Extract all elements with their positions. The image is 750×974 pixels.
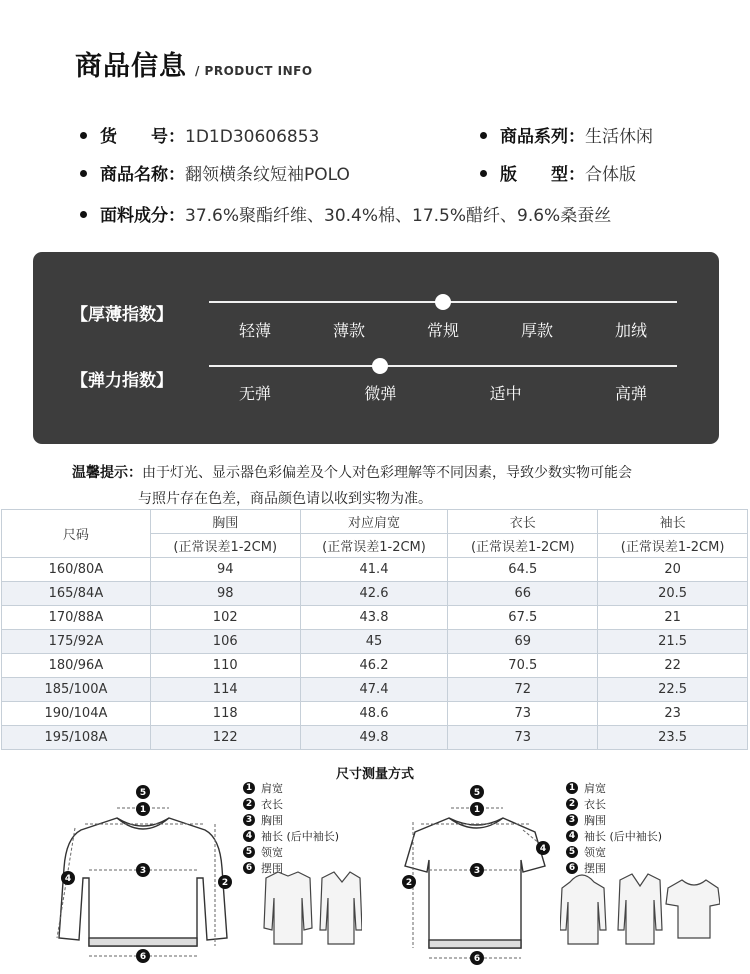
table-cell: 102	[150, 606, 300, 630]
tolerance-cell: (正常误差1-2CM)	[448, 534, 598, 558]
series-value: 生活休闲	[585, 127, 653, 147]
table-cell: 49.8	[300, 726, 448, 750]
legend-text: 衣长	[261, 798, 283, 811]
header-size: 尺码	[2, 510, 151, 558]
svg-text:2: 2	[221, 878, 229, 888]
table-cell: 185/100A	[2, 678, 151, 702]
section-title: 商品信息	[75, 51, 187, 82]
notice-line-2: 与照片存在色差，商品颜色请以收到实物为准。	[138, 491, 432, 507]
table-cell: 170/88A	[2, 606, 151, 630]
table-cell: 165/84A	[2, 582, 151, 606]
table-cell: 22	[598, 654, 748, 678]
number-badge-icon: 2	[243, 798, 255, 810]
section-subtitle: / PRODUCT INFO	[195, 64, 313, 78]
number-badge-icon: 3	[566, 814, 578, 826]
table-cell: 64.5	[448, 558, 598, 582]
table-row	[2, 726, 748, 750]
measure-title: 尺寸测量方式	[335, 767, 414, 782]
thickness-option: 加绒	[614, 321, 648, 340]
legend-text: 袖长 (后中袖长)	[584, 830, 663, 843]
table-cell: 175/92A	[2, 630, 151, 654]
number-badge-icon: 1	[243, 782, 255, 794]
table-header-row	[2, 510, 748, 534]
info-name	[80, 160, 350, 185]
svg-text:1: 1	[473, 805, 481, 815]
svg-text:6: 6	[473, 954, 481, 964]
bullet-icon	[80, 211, 87, 218]
table-cell: 46.2	[300, 654, 448, 678]
table-cell: 69	[448, 630, 598, 654]
legend-text: 肩宽	[584, 782, 606, 795]
number-badge-icon: 3	[243, 814, 255, 826]
thickness-knob	[435, 294, 451, 310]
table-cell: 20	[598, 558, 748, 582]
table-cell: 67.5	[448, 606, 598, 630]
notice-text-1: 由于灯光、显示器色彩偏差及个人对色彩理解等不同因素，导致少数实物可能会	[142, 465, 632, 481]
number-badge-icon: 1	[566, 782, 578, 794]
name-value: 翻领横条纹短袖POLO	[185, 165, 350, 185]
legend-text: 胸围	[584, 814, 606, 827]
thickness-option: 薄款	[332, 321, 366, 340]
table-cell: 43.8	[300, 606, 448, 630]
table-cell: 195/108A	[2, 726, 151, 750]
elasticity-option: 适中	[489, 384, 522, 403]
measure-legend-left	[243, 781, 339, 877]
number-badge-icon: 6	[566, 862, 578, 874]
table-cell: 180/96A	[2, 654, 151, 678]
bullet-icon	[480, 132, 487, 139]
legend-text: 袖长 (后中袖长)	[261, 830, 340, 843]
table-cell: 45	[300, 630, 448, 654]
legend-item	[243, 845, 339, 861]
jacket-illustrations	[252, 868, 362, 950]
table-cell: 106	[150, 630, 300, 654]
tolerance-cell: (正常误差1-2CM)	[150, 534, 300, 558]
table-cell: 114	[150, 678, 300, 702]
elasticity-knob	[372, 358, 388, 374]
legend-text: 领宽	[261, 846, 283, 859]
legend-item	[243, 829, 339, 845]
section-header	[75, 44, 313, 83]
table-cell: 122	[150, 726, 300, 750]
table-cell: 41.4	[300, 558, 448, 582]
table-cell: 20.5	[598, 582, 748, 606]
number-badge-icon: 6	[243, 862, 255, 874]
notice-line-1	[72, 462, 632, 482]
svg-text:4: 4	[539, 844, 547, 854]
legend-item	[566, 797, 662, 813]
elasticity-option: 高弹	[614, 384, 648, 403]
elasticity-label: 【弹力指数】	[71, 371, 173, 391]
number-badge-icon: 5	[566, 846, 578, 858]
number-badge-icon: 2	[566, 798, 578, 810]
bullet-icon	[80, 170, 87, 177]
legend-text: 摆围	[584, 862, 606, 875]
table-row	[2, 654, 748, 678]
sweater-diagram	[55, 778, 245, 968]
table-cell: 160/80A	[2, 558, 151, 582]
table-cell: 42.6	[300, 582, 448, 606]
legend-text: 摆围	[261, 862, 283, 875]
number-badge-icon: 4	[243, 830, 255, 842]
svg-text:3: 3	[139, 866, 147, 876]
legend-item	[243, 813, 339, 829]
table-cell: 73	[448, 726, 598, 750]
table-cell: 98	[150, 582, 300, 606]
svg-text:6: 6	[139, 952, 147, 962]
info-series	[480, 122, 653, 147]
tolerance-cell: (正常误差1-2CM)	[300, 534, 448, 558]
thickness-option: 厚款	[520, 321, 554, 340]
legend-item	[243, 781, 339, 797]
info-sku	[80, 122, 319, 147]
table-cell: 118	[150, 702, 300, 726]
table-cell: 66	[448, 582, 598, 606]
table-cell: 23	[598, 702, 748, 726]
table-cell: 22.5	[598, 678, 748, 702]
table-cell: 21	[598, 606, 748, 630]
svg-text:5: 5	[139, 788, 147, 798]
bullet-icon	[480, 170, 487, 177]
index-panel	[33, 252, 719, 444]
sku-value: 1D1D30606853	[185, 127, 320, 147]
fabric-value: 37.6%聚酯纤维、30.4%棉、17.5%醋纤、9.6%桑蚕丝	[185, 206, 612, 226]
table-row	[2, 678, 748, 702]
legend-item	[566, 829, 662, 845]
elasticity-track	[209, 365, 677, 367]
series-label: 商品系列：	[500, 127, 585, 147]
header-length: 衣长	[448, 510, 598, 534]
fabric-label: 面料成分：	[100, 206, 185, 226]
elasticity-option: 微弹	[364, 384, 397, 403]
number-badge-icon: 4	[566, 830, 578, 842]
legend-item	[243, 797, 339, 813]
svg-text:5: 5	[473, 788, 481, 798]
info-fabric	[80, 201, 611, 226]
header-sleeve: 袖长	[598, 510, 748, 534]
name-label: 商品名称：	[100, 165, 185, 185]
table-row	[2, 702, 748, 726]
svg-text:3: 3	[473, 866, 481, 876]
elasticity-option: 无弹	[238, 384, 272, 403]
table-cell: 72	[448, 678, 598, 702]
table-row	[2, 582, 748, 606]
table-cell: 73	[448, 702, 598, 726]
table-row	[2, 606, 748, 630]
hoodie-illustrations	[560, 868, 720, 950]
fit-value: 合体版	[585, 165, 636, 185]
header-chest: 胸围	[150, 510, 300, 534]
sku-label: 货 号：	[100, 127, 185, 147]
legend-text: 胸围	[261, 814, 283, 827]
tolerance-cell: (正常误差1-2CM)	[598, 534, 748, 558]
table-cell: 190/104A	[2, 702, 151, 726]
table-row	[2, 630, 748, 654]
table-cell: 70.5	[448, 654, 598, 678]
table-cell: 47.4	[300, 678, 448, 702]
legend-item	[566, 813, 662, 829]
thickness-option: 常规	[426, 321, 460, 340]
notice-label: 温馨提示：	[72, 465, 142, 481]
table-cell: 110	[150, 654, 300, 678]
fit-label: 版 型：	[500, 165, 585, 185]
table-cell: 21.5	[598, 630, 748, 654]
bullet-icon	[80, 132, 87, 139]
info-fit	[480, 160, 636, 185]
table-cell: 48.6	[300, 702, 448, 726]
legend-item	[566, 845, 662, 861]
svg-text:1: 1	[139, 805, 147, 815]
legend-text: 肩宽	[261, 782, 283, 795]
tshirt-diagram	[395, 778, 555, 968]
table-row	[2, 558, 748, 582]
svg-text:2: 2	[405, 878, 413, 888]
legend-text: 领宽	[584, 846, 606, 859]
measure-legend-right	[566, 781, 662, 877]
number-badge-icon: 5	[243, 846, 255, 858]
table-cell: 23.5	[598, 726, 748, 750]
svg-text:4: 4	[64, 874, 72, 884]
thickness-label: 【厚薄指数】	[71, 305, 173, 325]
size-table	[1, 509, 748, 750]
legend-text: 衣长	[584, 798, 606, 811]
legend-item	[566, 781, 662, 797]
table-cell: 94	[150, 558, 300, 582]
thickness-option: 轻薄	[238, 321, 272, 340]
header-shoulder: 对应肩宽	[300, 510, 448, 534]
